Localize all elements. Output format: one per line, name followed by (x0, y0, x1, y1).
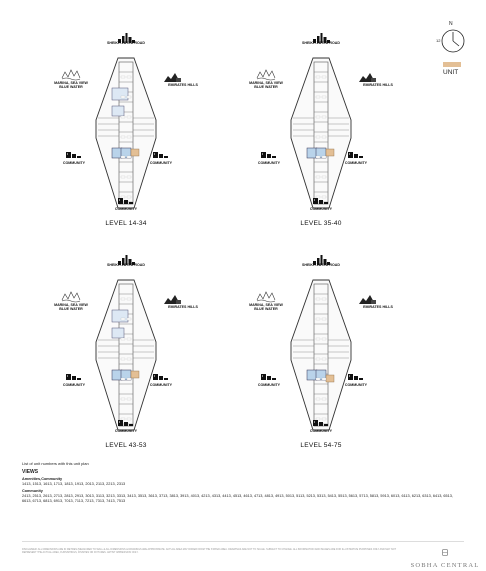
highlighted-unit (131, 371, 139, 378)
views-heading: VIEWS (22, 468, 39, 475)
community-icon (348, 152, 363, 158)
tower-outline (96, 280, 156, 430)
brand-logo (410, 543, 480, 569)
floor-plan-1 (40, 28, 250, 233)
label-community-bottom: COMMUNITY (114, 207, 138, 211)
footer-divider (22, 541, 464, 542)
label-marina-sea-view: MARINA, SEA VIEW BLUE WATER (54, 81, 88, 90)
label-sheikh-zayed-road: SHEIKH ZAYED ROAD (106, 263, 145, 267)
community-icon (66, 152, 81, 158)
unit-legend (443, 62, 461, 76)
amenity-block (112, 310, 128, 322)
tower-outline (291, 280, 351, 430)
label-emirates-hills: EMIRATES HILLS (363, 305, 393, 309)
brand-name: SOBHA CENTRAL (410, 562, 480, 569)
highlighted-unit (326, 149, 334, 156)
lift-core (307, 370, 317, 380)
group-units: 2413, 2513, 2613, 2713, 2813, 2913, 3013, 3113, 3213, 3313, 3413, 3513, 3613, 3713, 3813, 3913, 4013, 4213, 4313, 4413, 4513, 4613, 4713, 4813, 4913, 5013, 5113, 5213, 5313, 5413, 5513, 5613, 5713, 5813, 5913, 6013, 6113, 6213, 6313, 6413, 6513, 6613, 6713, 6813, 6913, 7013, 7113, 7213, 7313, 7413, 7513 (22, 493, 453, 503)
lift-core (112, 370, 122, 380)
label-community-bottom: COMMUNITY (309, 429, 333, 433)
lift-core (307, 148, 317, 158)
compass-clock-label: 12 (436, 38, 441, 43)
label-emirates-hills: EMIRATES HILLS (363, 83, 393, 87)
tower-outline (96, 58, 156, 208)
community-icon (153, 152, 168, 158)
label-emirates-hills: EMIRATES HILLS (168, 83, 198, 87)
community-icon (153, 374, 168, 380)
label-community-bottom: COMMUNITY (309, 207, 333, 211)
label-community-bottom: COMMUNITY (114, 429, 138, 433)
community-icon (66, 374, 81, 380)
label-sheikh-zayed-road: SHEIKH ZAYED ROAD (106, 41, 145, 45)
floor-plan-drawing (235, 250, 445, 455)
label-community-right: COMMUNITY (344, 383, 368, 387)
floor-plan-3 (40, 250, 250, 455)
label-sheikh-zayed-road: SHEIKH ZAYED ROAD (301, 263, 340, 267)
highlighted-unit (131, 149, 139, 156)
floor-plan-4 (235, 250, 445, 455)
amenity-block (112, 88, 128, 100)
level-title: LEVEL 14-34 (105, 220, 147, 227)
unit-swatch (443, 62, 461, 67)
label-community-right: COMMUNITY (149, 161, 173, 165)
floor-plan-2 (235, 28, 445, 233)
group-title: Community (22, 489, 43, 494)
level-title: LEVEL 54-75 (300, 442, 342, 449)
label-marina-sea-view: MARINA, SEA VIEW BLUE WATER (249, 303, 283, 312)
lift-core (112, 148, 122, 158)
tower-outline (291, 58, 351, 208)
emirates-hills-icon (359, 295, 376, 304)
amenity-block (112, 106, 124, 116)
label-community-right: COMMUNITY (149, 383, 173, 387)
label-community-left: COMMUNITY (257, 161, 281, 165)
sobha-logo-icon (442, 549, 448, 556)
amenity-block (112, 328, 124, 338)
unit-legend-label: UNIT (443, 69, 459, 76)
floor-plan-drawing (40, 250, 250, 455)
community-icon (261, 152, 276, 158)
emirates-hills-icon (359, 73, 376, 82)
label-community-left: COMMUNITY (62, 161, 86, 165)
label-marina-sea-view: MARINA, SEA VIEW BLUE WATER (249, 81, 283, 90)
community-icon (261, 374, 276, 380)
floor-plan-drawing (40, 28, 250, 233)
emirates-hills-icon (164, 73, 181, 82)
marina-view-icon (62, 292, 80, 302)
floor-plan-drawing (235, 28, 445, 233)
community-icon (348, 374, 363, 380)
marina-view-icon (257, 70, 275, 80)
marina-view-icon (257, 292, 275, 302)
unit-listing (22, 462, 462, 503)
group-title: Amenities,Community (22, 477, 63, 482)
group-units: 1413, 1513, 1613, 1713, 1813, 1913, 2013, 2113, 2213, 2313 (22, 481, 126, 486)
label-community-left: COMMUNITY (62, 383, 86, 387)
label-sheikh-zayed-road: SHEIKH ZAYED ROAD (301, 41, 340, 45)
marina-view-icon (62, 70, 80, 80)
label-community-left: COMMUNITY (257, 383, 281, 387)
listing-intro: List of unit numbers with this unit plan (22, 461, 89, 466)
label-marina-sea-view: MARINA, SEA VIEW BLUE WATER (54, 303, 88, 312)
highlighted-unit (326, 375, 334, 382)
label-community-right: COMMUNITY (344, 161, 368, 165)
label-emirates-hills: EMIRATES HILLS (168, 305, 198, 309)
disclaimer: DISCLAIMER: ALL DIMENSIONS ARE IN METRES (MEASURED TO WALL & ALL DIMENSIONS & DRAWINGS ARE APPROXIMATE. ACTUAL AREA MAY DIFFER FROM THE STATED AREA. DRAWINGS ARE NOT TO SCALE. SUBJECT TO CHANGE. ALL INFORMATION AND IMAGES ARE FOR ILLUSTRATIVE PURPOSES ONLY AND MAY NOT REPRESENT THE ACTUAL AREA, FURNISHINGS, FINISHES OR FIXTURES. ARTIST IMPRESSION ONLY. (22, 548, 397, 555)
north-letter: N (449, 21, 453, 27)
level-title: LEVEL 35-40 (300, 220, 342, 227)
level-title: LEVEL 43-53 (105, 442, 147, 449)
emirates-hills-icon (164, 295, 181, 304)
